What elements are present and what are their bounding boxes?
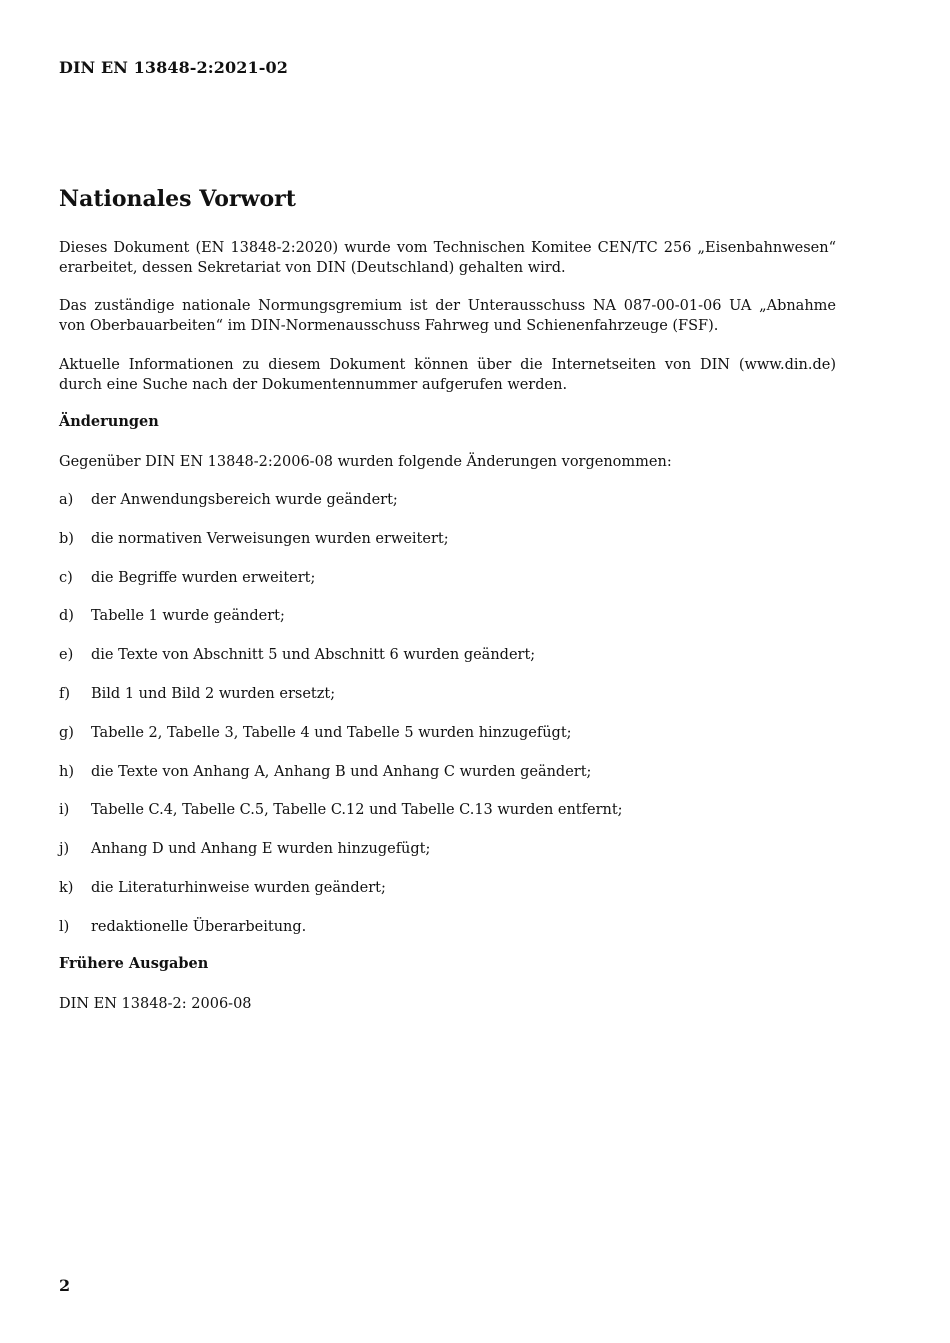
document-id-header: DIN EN 13848-2:2021-02 [59, 58, 288, 77]
list-item [59, 568, 836, 607]
list-item-text: Anhang D und Anhang E wurden hinzugefügt; [91, 841, 431, 858]
list-marker: f) [59, 685, 71, 702]
list-item-text: die Texte von Abschnitt 5 und Abschnitt 6 wurden geändert; [91, 647, 536, 664]
list-item [59, 917, 836, 956]
list-marker: l) [59, 918, 70, 935]
list-item-text: der Anwendungsbereich wurde geändert; [91, 492, 398, 508]
paragraph-information: Aktuelle Informationen zu diesem Dokument können über die Internetseiten von DIN (www.din.de) durch eine Suche nach der Dokumentennummer aufgerufen werden. [59, 357, 836, 393]
list-item-text: redaktionelle Überarbeitung. [91, 918, 307, 935]
list-item [59, 529, 836, 568]
list-item-text: Tabelle 1 wurde geändert; [91, 608, 285, 625]
list-item [59, 762, 836, 801]
list-item-text: die Texte von Anhang A, Anhang B und Anhang C wurden geändert; [91, 763, 592, 780]
list-item-text: Tabelle C.4, Tabelle C.5, Tabelle C.12 und Tabelle C.13 wurden entfernt; [91, 802, 623, 819]
list-item [59, 723, 836, 762]
list-marker: i) [59, 802, 70, 819]
page-title: Nationales Vorwort [59, 186, 296, 212]
list-item-text: die normativen Verweisungen wurden erweitert; [91, 530, 449, 547]
list-item-text: die Begriffe wurden erweitert; [91, 569, 316, 586]
list-item-text: Bild 1 und Bild 2 wurden ersetzt; [91, 685, 336, 702]
changes-heading: Änderungen [59, 413, 159, 430]
list-item-text: die Literaturhinweise wurden geändert; [91, 879, 386, 896]
previous-editions-text: DIN EN 13848-2: 2006-08 [59, 996, 252, 1012]
list-marker: a) [59, 492, 74, 508]
list-marker: d) [59, 608, 74, 625]
list-marker: g) [59, 724, 74, 741]
list-marker: e) [59, 647, 74, 664]
previous-editions-heading: Frühere Ausgaben [59, 955, 209, 972]
list-item [59, 878, 836, 917]
list-marker: j) [59, 841, 70, 858]
paragraph-committee: Dieses Dokument (EN 13848-2:2020) wurde vom Technischen Komitee CEN/TC 256 „Eisenbahnwesen“ erarbeitet, dessen Sekretariat von DIN (Deutschland) gehalten wird. [59, 240, 836, 276]
page-number: 2 [59, 1276, 71, 1295]
list-marker: b) [59, 530, 74, 547]
list-marker: c) [59, 569, 73, 586]
list-item [59, 645, 836, 684]
list-item [59, 839, 836, 878]
changes-list [59, 490, 836, 956]
paragraph-national-body: Das zuständige nationale Normungsgremium ist der Unterausschuss NA 087-00-01-06 UA „Abnahme von Oberbauarbeiten“ im DIN-Normenausschuss Fahrweg und Schienenfahrzeuge (FSF). [59, 298, 836, 334]
list-item [59, 800, 836, 839]
list-item [59, 606, 836, 645]
list-item [59, 684, 836, 723]
changes-intro: Gegenüber DIN EN 13848-2:2006-08 wurden folgende Änderungen vorgenommen: [59, 454, 672, 470]
list-item-text: Tabelle 2, Tabelle 3, Tabelle 4 und Tabelle 5 wurden hinzugefügt; [91, 724, 572, 741]
list-item [59, 490, 836, 529]
list-marker: h) [59, 763, 74, 780]
list-marker: k) [59, 879, 74, 896]
